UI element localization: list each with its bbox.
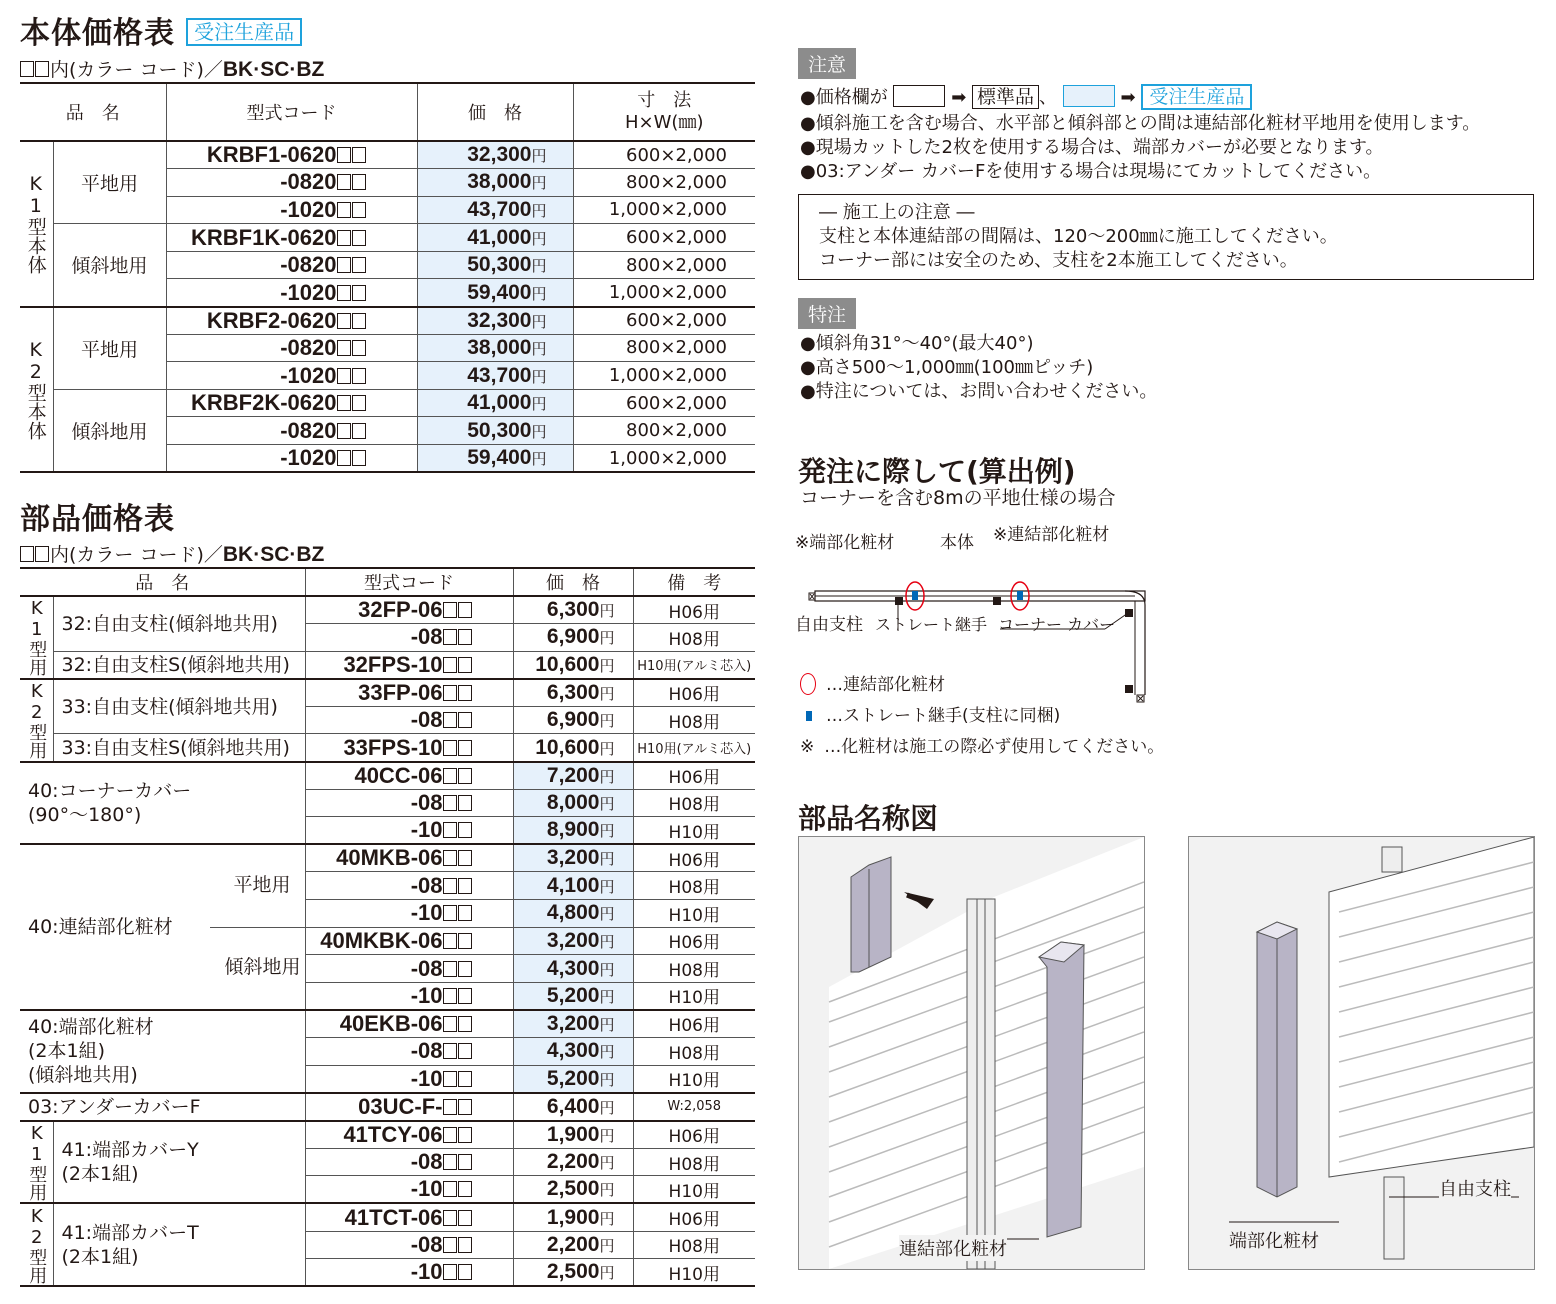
- dimension-cell: 1,000×2,000: [573, 196, 755, 224]
- dimension-cell: 600×2,000: [573, 307, 755, 335]
- model-code: -08: [305, 1038, 513, 1066]
- arrow-right-icon: ➡: [1120, 87, 1136, 108]
- price-cell: 10,600円: [513, 651, 633, 679]
- group-label: K2型用: [20, 679, 53, 762]
- header-dimension: 寸 法 H×W(㎜): [573, 83, 755, 141]
- group-label: K1型本体: [20, 141, 53, 307]
- model-code: -08: [305, 872, 513, 900]
- code-box-icon: [458, 1127, 472, 1143]
- code-box-icon: [443, 1099, 457, 1115]
- code-box-icon: [352, 340, 366, 356]
- code-box-icon: [458, 1210, 472, 1226]
- code-box-icon: [458, 822, 472, 838]
- remarks-cell: H08用: [633, 624, 755, 652]
- code-box-icon: [443, 1127, 457, 1143]
- dimension-cell: 600×2,000: [573, 141, 755, 169]
- parts-table-title: 部品価格表: [20, 502, 175, 537]
- part-name: 40:コーナーカバー (90°〜180°): [20, 762, 305, 845]
- table-row: [20, 651, 755, 679]
- code-box-icon: [352, 202, 366, 218]
- code-box-icon: [352, 174, 366, 190]
- model-code: KRBF1K-0620: [166, 224, 417, 252]
- model-code: 33FP-06: [305, 679, 513, 707]
- code-box-icon: [458, 685, 472, 701]
- order-label: 受注生産品: [1141, 84, 1252, 110]
- caution-notes: [800, 84, 1540, 184]
- model-code: -08: [305, 955, 513, 983]
- made-to-order-badge: 受注生産品: [186, 18, 302, 46]
- standard-swatch: [893, 85, 945, 107]
- code-box-icon: [443, 1043, 457, 1059]
- order-swatch: [1063, 85, 1115, 107]
- dimension-cell: 1,000×2,000: [573, 279, 755, 307]
- table-row: [20, 141, 755, 169]
- label-end-finish: ※端部化粧材: [795, 533, 895, 553]
- code-box-icon: [352, 395, 366, 411]
- parts-color-note: 内(カラー コード)／BK·SC·BZ: [20, 540, 324, 567]
- remarks-cell: H08用: [633, 789, 755, 817]
- price-cell: 2,500円: [513, 1259, 633, 1287]
- dimension-cell: 800×2,000: [573, 334, 755, 362]
- code-box-icon: [337, 257, 351, 273]
- part-name: 32:自由支柱(傾斜地共用): [53, 596, 305, 651]
- code-box-icon: [337, 147, 351, 163]
- model-code: 40EKB-06: [305, 1010, 513, 1038]
- color-codes: BK·SC·BZ: [222, 543, 325, 566]
- header-price: 価 格: [417, 83, 573, 141]
- model-code: -1020: [166, 196, 417, 224]
- price-cell: 3,200円: [513, 927, 633, 955]
- remarks-cell: H08用: [633, 872, 755, 900]
- part-name: 32:自由支柱S(傾斜地共用): [53, 651, 305, 679]
- legend-note: ※ …化粧材は施工の際必ず使用してください。: [800, 737, 1165, 757]
- construction-note-box: [798, 194, 1534, 280]
- group-label: K2型用: [20, 1203, 53, 1286]
- code-box-icon: [35, 546, 49, 562]
- model-code: 41TCY-06: [305, 1121, 513, 1149]
- model-code: 03UC-F-: [305, 1093, 513, 1121]
- remarks-cell: H06用: [633, 596, 755, 624]
- code-box-icon: [337, 202, 351, 218]
- code-box-icon: [458, 1043, 472, 1059]
- table-row: [20, 1093, 755, 1121]
- group-label: K1型用: [20, 1121, 53, 1204]
- model-code: -1020: [166, 445, 417, 473]
- code-box-icon: [352, 230, 366, 246]
- model-code: -1020: [166, 279, 417, 307]
- remarks-cell: H08用: [633, 1231, 755, 1259]
- caution-line: ●現場カットした2枚を使用する場合は、端部カバーが必要となります。: [800, 137, 1384, 158]
- code-box-icon: [458, 657, 472, 673]
- divider: [210, 927, 305, 928]
- model-code: -08: [305, 1231, 513, 1259]
- price-cell: 6,900円: [513, 624, 633, 652]
- sub-group-label: 傾斜地用: [53, 224, 166, 307]
- code-box-icon: [458, 905, 472, 921]
- special-order-notes: [800, 332, 1157, 404]
- model-code: -0820: [166, 169, 417, 197]
- order-legend: [800, 670, 1164, 763]
- table-row: [20, 596, 755, 624]
- construction-note-title: ― 施工上の注意 ―: [819, 202, 975, 223]
- group-label: K1型用: [20, 596, 53, 679]
- code-box-icon: [443, 795, 457, 811]
- color-codes: BK·SC·BZ: [222, 58, 325, 81]
- price-cell: 2,200円: [513, 1148, 633, 1176]
- code-box-icon: [443, 988, 457, 1004]
- label-body: 本体: [940, 533, 974, 553]
- code-box-icon: [443, 905, 457, 921]
- label-joint-finish-part: 連結部化粧材: [899, 1235, 1007, 1261]
- model-code: 32FP-06: [305, 596, 513, 624]
- header-remarks: 備 考: [633, 568, 755, 596]
- price-cell: 6,300円: [513, 596, 633, 624]
- code-box-icon: [458, 768, 472, 784]
- special-line: ●高さ500〜1,000㎜(100㎜ピッチ): [800, 357, 1094, 378]
- model-code: -08: [305, 789, 513, 817]
- price-cell: 5,200円: [513, 982, 633, 1010]
- code-box-icon: [458, 1181, 472, 1197]
- sub-group-label: 平地用: [53, 141, 166, 224]
- code-box-icon: [337, 423, 351, 439]
- code-box-icon: [443, 1071, 457, 1087]
- price-cell: 2,500円: [513, 1176, 633, 1204]
- price-cell: 41,000円: [417, 389, 573, 417]
- price-cell: 50,300円: [417, 251, 573, 279]
- remarks-cell: H10用: [633, 1065, 755, 1093]
- dimension-cell: 800×2,000: [573, 251, 755, 279]
- part-name: 33:自由支柱(傾斜地共用): [53, 679, 305, 734]
- price-cell: 4,100円: [513, 872, 633, 900]
- group-label: K2型本体: [20, 307, 53, 473]
- arrow-right-icon: ➡: [951, 87, 967, 108]
- price-cell: 4,300円: [513, 955, 633, 983]
- code-box-icon: [337, 450, 351, 466]
- header-code: 型式コード: [166, 83, 417, 141]
- model-code: -08: [305, 1148, 513, 1176]
- caution-line-legend: ●価格欄が ➡ 標準品 、 ➡ 受注生産品: [800, 84, 1540, 112]
- price-cell: 1,900円: [513, 1121, 633, 1149]
- code-box-icon: [443, 1264, 457, 1280]
- price-cell: 3,200円: [513, 1010, 633, 1038]
- model-code: KRBF1-0620: [166, 141, 417, 169]
- table-row: [20, 1203, 755, 1231]
- table-row: [20, 844, 755, 872]
- code-box-icon: [443, 822, 457, 838]
- code-box-icon: [352, 423, 366, 439]
- part-name: 33:自由支柱S(傾斜地共用): [53, 734, 305, 762]
- order-example-subtitle: コーナーを含む8mの平地仕様の場合: [800, 487, 1116, 509]
- code-box-icon: [443, 740, 457, 756]
- price-cell: 32,300円: [417, 141, 573, 169]
- remarks-cell: H06用: [633, 1121, 755, 1149]
- code-box-icon: [443, 1237, 457, 1253]
- code-box-icon: [458, 850, 472, 866]
- label-end-finish-part: 端部化粧材: [1229, 1227, 1319, 1253]
- price-cell: 3,200円: [513, 844, 633, 872]
- caution-line: ●傾斜施工を含む場合、水平部と傾斜部との間は連結部化粧材平地用を使用します。: [800, 113, 1481, 134]
- code-box-icon: [458, 988, 472, 1004]
- price-cell: 8,000円: [513, 789, 633, 817]
- code-box-icon: [443, 768, 457, 784]
- special-line: ●特注については、お問い合わせください。: [800, 381, 1158, 402]
- code-box-icon: [352, 147, 366, 163]
- header-product: 品 名: [20, 83, 166, 141]
- header-price: 価 格: [513, 568, 633, 596]
- code-box-icon: [458, 795, 472, 811]
- model-code: 33FPS-10: [305, 734, 513, 762]
- parts-table-heading: [20, 494, 175, 538]
- model-code: -10: [305, 817, 513, 845]
- table-row: [20, 307, 755, 335]
- remarks-cell: H08用: [633, 1038, 755, 1066]
- code-box-icon: [443, 1016, 457, 1032]
- code-box-icon: [337, 395, 351, 411]
- part-name: 40:連結部化粧材 平地用 傾斜地用: [20, 844, 305, 1010]
- price-cell: 7,200円: [513, 762, 633, 790]
- code-box-icon: [458, 1264, 472, 1280]
- price-cell: 8,900円: [513, 817, 633, 845]
- sub-label-slope: 傾斜地用: [224, 956, 301, 979]
- table-row: [20, 1121, 755, 1149]
- table-row: [20, 679, 755, 707]
- price-cell: 38,000円: [417, 169, 573, 197]
- code-box-icon: [443, 657, 457, 673]
- code-box-icon: [458, 602, 472, 618]
- code-box-icon: [443, 933, 457, 949]
- dimension-cell: 800×2,000: [573, 417, 755, 445]
- model-code: -0820: [166, 417, 417, 445]
- remarks-cell: H10用(アルミ芯入): [633, 651, 755, 679]
- model-code: -10: [305, 1065, 513, 1093]
- price-cell: 6,300円: [513, 679, 633, 707]
- code-box-icon: [458, 961, 472, 977]
- dimension-cell: 1,000×2,000: [573, 445, 755, 473]
- parts-diagram-title: 部品名称図: [798, 802, 939, 835]
- remarks-cell: H10用: [633, 817, 755, 845]
- code-box-icon: [35, 61, 49, 77]
- joint-finish-illustration: [799, 837, 1144, 1269]
- code-box-icon: [337, 230, 351, 246]
- code-box-icon: [443, 1181, 457, 1197]
- caution-tag: 注意: [798, 48, 856, 79]
- sub-group-label: 平地用: [53, 307, 166, 390]
- code-box-icon: [20, 546, 34, 562]
- model-code: 40MKBK-06: [305, 927, 513, 955]
- main-table-title: 本体価格表: [20, 16, 175, 51]
- table-row: [20, 224, 755, 252]
- model-code: 40CC-06: [305, 762, 513, 790]
- construction-note-line: コーナー部には安全のため、支柱を2本施工してください。: [819, 250, 1298, 271]
- remarks-cell: H06用: [633, 679, 755, 707]
- code-box-icon: [458, 933, 472, 949]
- table-row: [20, 762, 755, 790]
- price-cell: 1,900円: [513, 1203, 633, 1231]
- code-box-icon: [337, 174, 351, 190]
- code-box-icon: [443, 712, 457, 728]
- code-box-icon: [458, 1237, 472, 1253]
- label-joint-finish: ※連結部化粧材: [993, 525, 1110, 545]
- remarks-cell: H06用: [633, 927, 755, 955]
- code-box-icon: [352, 368, 366, 384]
- price-cell: 43,700円: [417, 362, 573, 390]
- code-box-icon: [458, 1071, 472, 1087]
- price-cell: 43,700円: [417, 196, 573, 224]
- model-code: 41TCT-06: [305, 1203, 513, 1231]
- caution-line: ●03:アンダー カバーFを使用する場合は現場にてカットしてください。: [800, 161, 1382, 182]
- model-code: -10: [305, 982, 513, 1010]
- code-box-icon: [458, 740, 472, 756]
- price-cell: 4,300円: [513, 1038, 633, 1066]
- header-code: 型式コード: [305, 568, 513, 596]
- label-free-post: 自由支柱: [795, 615, 863, 635]
- model-code: KRBF2K-0620: [166, 389, 417, 417]
- dimension-cell: 1,000×2,000: [573, 362, 755, 390]
- price-cell: 59,400円: [417, 279, 573, 307]
- sub-group-label: 傾斜地用: [53, 389, 166, 472]
- model-code: -10: [305, 1259, 513, 1287]
- code-box-icon: [443, 629, 457, 645]
- model-code: 32FPS-10: [305, 651, 513, 679]
- header-product: 品 名: [20, 568, 305, 596]
- remarks-cell: H10用: [633, 1176, 755, 1204]
- code-box-icon: [337, 313, 351, 329]
- remarks-cell: H08用: [633, 1148, 755, 1176]
- code-box-icon: [458, 1016, 472, 1032]
- code-box-icon: [352, 313, 366, 329]
- code-box-icon: [443, 878, 457, 894]
- order-example-title: 発注に際して(算出例): [798, 455, 1076, 488]
- price-cell: 38,000円: [417, 334, 573, 362]
- part-name: 40:端部化粧材 (2本1組) (傾斜地共用): [20, 1010, 305, 1093]
- blue-mark-icon: [806, 711, 812, 721]
- remarks-cell: H10用: [633, 900, 755, 928]
- remarks-cell: H10用(アルミ芯入): [633, 734, 755, 762]
- price-cell: 10,600円: [513, 734, 633, 762]
- price-cell: 5,200円: [513, 1065, 633, 1093]
- main-table-heading: [20, 8, 302, 52]
- label-straight-joint: ストレート継手: [875, 615, 988, 634]
- label-free-post-part: 自由支柱: [1439, 1175, 1511, 1201]
- code-box-icon: [337, 285, 351, 301]
- label-corner-cover: コーナー カバー: [998, 615, 1116, 634]
- price-cell: 32,300円: [417, 307, 573, 335]
- code-box-icon: [443, 602, 457, 618]
- part-name: 03:アンダーカバーF: [20, 1093, 305, 1121]
- model-code: KRBF2-0620: [166, 307, 417, 335]
- legend-straight-joint: …ストレート継手(支柱に同梱): [800, 701, 1164, 732]
- remarks-cell: H10用: [633, 1259, 755, 1287]
- code-box-icon: [443, 685, 457, 701]
- model-code: -0820: [166, 251, 417, 279]
- price-cell: 50,300円: [417, 417, 573, 445]
- model-code: -0820: [166, 334, 417, 362]
- remarks-cell: H08用: [633, 955, 755, 983]
- main-color-note: 内(カラー コード)／BK·SC·BZ: [20, 55, 324, 82]
- remarks-cell: H06用: [633, 1010, 755, 1038]
- code-box-icon: [458, 1099, 472, 1115]
- model-code: 40MKB-06: [305, 844, 513, 872]
- dimension-cell: 600×2,000: [573, 389, 755, 417]
- code-box-icon: [443, 1210, 457, 1226]
- main-price-table: [20, 82, 755, 473]
- code-box-icon: [352, 285, 366, 301]
- remarks-cell: H06用: [633, 1203, 755, 1231]
- code-box-icon: [337, 340, 351, 356]
- code-box-icon: [443, 961, 457, 977]
- part-name: 41:端部カバーT (2本1組): [53, 1203, 305, 1286]
- code-box-icon: [458, 878, 472, 894]
- table-row: [20, 734, 755, 762]
- dimension-cell: 600×2,000: [573, 224, 755, 252]
- code-box-icon: [352, 257, 366, 273]
- remarks-cell: H06用: [633, 762, 755, 790]
- remarks-cell: W:2,058: [633, 1093, 755, 1121]
- remarks-cell: H08用: [633, 706, 755, 734]
- construction-note-line: 支柱と本体連結部の間隔は、120〜200㎜に施工してください。: [819, 226, 1338, 247]
- sub-label-flat: 平地用: [233, 874, 291, 897]
- special-line: ●傾斜角31°〜40°(最大40°): [800, 333, 1034, 354]
- remarks-cell: H06用: [633, 844, 755, 872]
- price-cell: 4,800円: [513, 900, 633, 928]
- remarks-cell: H10用: [633, 982, 755, 1010]
- price-cell: 6,900円: [513, 706, 633, 734]
- model-code: -10: [305, 1176, 513, 1204]
- price-cell: 41,000円: [417, 224, 573, 252]
- code-box-icon: [20, 61, 34, 77]
- price-cell: 6,400円: [513, 1093, 633, 1121]
- legend-joint-finish: …連結部化粧材: [800, 670, 1164, 701]
- code-box-icon: [458, 1154, 472, 1170]
- model-code: -1020: [166, 362, 417, 390]
- parts-diagram-right: [1188, 836, 1535, 1270]
- code-box-icon: [443, 1154, 457, 1170]
- dimension-cell: 800×2,000: [573, 169, 755, 197]
- red-ellipse-icon: [800, 673, 816, 695]
- end-finish-illustration: [1189, 837, 1534, 1269]
- code-box-icon: [352, 450, 366, 466]
- model-code: -08: [305, 624, 513, 652]
- special-order-tag: 特注: [798, 298, 856, 329]
- table-row: [20, 1010, 755, 1038]
- price-cell: 59,400円: [417, 445, 573, 473]
- standard-label: 標準品: [972, 85, 1039, 109]
- code-box-icon: [443, 850, 457, 866]
- code-box-icon: [458, 629, 472, 645]
- price-cell: 2,200円: [513, 1231, 633, 1259]
- model-code: -08: [305, 706, 513, 734]
- code-box-icon: [337, 368, 351, 384]
- parts-diagram-left: [798, 836, 1145, 1270]
- table-row: [20, 389, 755, 417]
- part-name: 41:端部カバーY (2本1組): [53, 1121, 305, 1204]
- code-box-icon: [458, 712, 472, 728]
- model-code: -10: [305, 900, 513, 928]
- parts-price-table: [20, 567, 755, 1287]
